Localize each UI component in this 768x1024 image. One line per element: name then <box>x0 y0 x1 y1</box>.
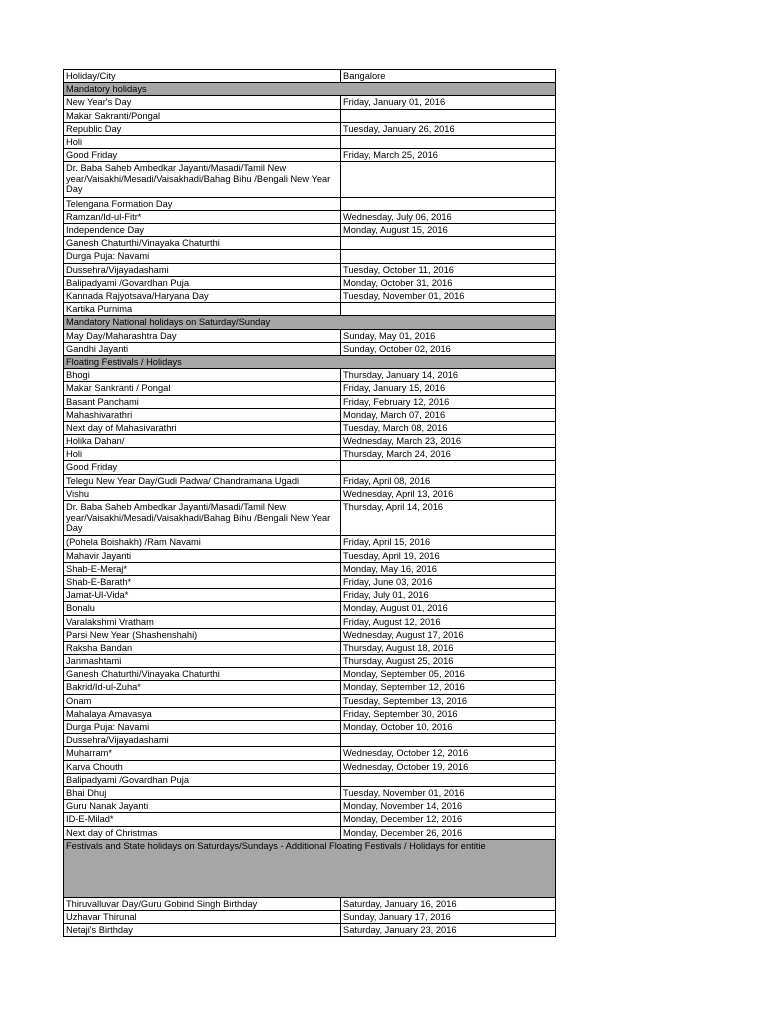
holiday-name-cell[interactable]: Mahashivarathri <box>64 408 341 421</box>
holiday-date-cell[interactable]: Sunday, May 01, 2016 <box>341 329 556 342</box>
holiday-date-cell[interactable]: Tuesday, September 13, 2016 <box>341 694 556 707</box>
holiday-name-cell[interactable]: Balipadyami /Govardhan Puja <box>64 276 341 289</box>
holiday-name-cell[interactable]: Durga Puja: Navami <box>64 721 341 734</box>
holiday-date-cell[interactable] <box>341 250 556 263</box>
holiday-name-cell[interactable]: Muharram* <box>64 747 341 760</box>
section-state-weekend[interactable]: Festivals and State holidays on Saturdays/Sundays - Additional Floating Festivals / Holidays for entitie <box>64 839 556 897</box>
holiday-date-cell[interactable]: Tuesday, November 01, 2016 <box>341 786 556 799</box>
holiday-name-cell[interactable]: Uzhavar Thirunal <box>64 910 341 923</box>
table-row <box>64 747 556 760</box>
table-row <box>64 162 556 197</box>
header-row <box>64 70 556 83</box>
table-row <box>64 826 556 839</box>
holiday-date-cell[interactable]: Tuesday, January 26, 2016 <box>341 122 556 135</box>
table-row <box>64 237 556 250</box>
holiday-name-cell[interactable]: Onam <box>64 694 341 707</box>
holiday-name-cell[interactable]: Jamat-Ul-Vida* <box>64 589 341 602</box>
holiday-date-cell[interactable]: Wednesday, March 23, 2016 <box>341 435 556 448</box>
holiday-name-cell[interactable]: Netaji's Birthday <box>64 924 341 937</box>
table-row <box>64 721 556 734</box>
holiday-name-cell[interactable]: Good Friday <box>64 461 341 474</box>
holiday-name-cell[interactable]: Kannada Rajyotsava/Haryana Day <box>64 290 341 303</box>
holiday-date-cell[interactable]: Wednesday, October 19, 2016 <box>341 760 556 773</box>
table-row <box>64 109 556 122</box>
table-row <box>64 96 556 109</box>
holiday-name-cell[interactable]: Mahavir Jayanti <box>64 549 341 562</box>
table-row <box>64 382 556 395</box>
table-row <box>64 897 556 910</box>
holiday-date-cell[interactable]: Sunday, January 17, 2016 <box>341 910 556 923</box>
holiday-name-cell[interactable]: Basant Panchami <box>64 395 341 408</box>
holiday-name-cell[interactable]: Vishu <box>64 487 341 500</box>
holiday-name-cell[interactable]: Kartika Purnima <box>64 303 341 316</box>
holiday-spreadsheet <box>63 69 553 937</box>
table-row <box>64 421 556 434</box>
table-row <box>64 694 556 707</box>
holiday-name-cell[interactable]: Telengana Formation Day <box>64 197 341 210</box>
holiday-date-cell[interactable]: Monday, September 12, 2016 <box>341 681 556 694</box>
table-row <box>64 501 556 536</box>
holiday-date-cell[interactable]: Saturday, January 23, 2016 <box>341 924 556 937</box>
table-row <box>64 290 556 303</box>
table-row <box>64 536 556 549</box>
holiday-name-cell[interactable]: Ramzan/Id-ul-Fitr* <box>64 210 341 223</box>
holiday-name-cell[interactable]: Telegu New Year Day/Gudi Padwa/ Chandramana Ugadi <box>64 474 341 487</box>
holiday-name-cell[interactable]: Raksha Bandan <box>64 641 341 654</box>
holiday-name-cell[interactable]: Good Friday <box>64 149 341 162</box>
table-row <box>64 707 556 720</box>
holiday-date-cell[interactable]: Sunday, October 02, 2016 <box>341 342 556 355</box>
holiday-name-cell[interactable]: Next day of Mahasivarathri <box>64 421 341 434</box>
table-row <box>64 773 556 786</box>
holiday-name-cell[interactable]: Ganesh Chaturthi/Vinayaka Chaturthi <box>64 668 341 681</box>
holiday-date-cell[interactable]: Friday, January 15, 2016 <box>341 382 556 395</box>
header-city-bangalore[interactable]: Bangalore <box>341 70 556 83</box>
table-row <box>64 342 556 355</box>
table-row <box>64 681 556 694</box>
table-row <box>64 197 556 210</box>
floating-holidays-body <box>64 369 556 840</box>
state-weekend-body <box>64 897 556 937</box>
holiday-name-cell[interactable]: Dr. Baba Saheb Ambedkar Jayanti/Masadi/Tamil New year/Vaisakhi/Mesadi/Vaisakhadi/Bahag Bihu /Bengali New Year Day <box>64 162 341 197</box>
table-row <box>64 224 556 237</box>
holiday-date-cell[interactable]: Tuesday, November 01, 2016 <box>341 290 556 303</box>
table-row <box>64 369 556 382</box>
section-row <box>64 839 556 897</box>
holiday-name-cell[interactable]: Karva Chouth <box>64 760 341 773</box>
holiday-name-cell[interactable]: Next day of Christmas <box>64 826 341 839</box>
holiday-name-cell[interactable]: Guru Nanak Jayanti <box>64 800 341 813</box>
table-row <box>64 329 556 342</box>
holiday-name-cell[interactable]: New Year's Day <box>64 96 341 109</box>
table-row <box>64 461 556 474</box>
table-row <box>64 734 556 747</box>
holiday-date-cell[interactable]: Friday, February 12, 2016 <box>341 395 556 408</box>
holiday-date-cell[interactable]: Friday, September 30, 2016 <box>341 707 556 720</box>
holiday-date-cell[interactable]: Friday, July 01, 2016 <box>341 589 556 602</box>
table-row <box>64 615 556 628</box>
holiday-date-cell[interactable]: Wednesday, April 13, 2016 <box>341 487 556 500</box>
holiday-name-cell[interactable]: Shab-E-Barath* <box>64 575 341 588</box>
holiday-date-cell[interactable] <box>341 197 556 210</box>
table-row <box>64 924 556 937</box>
holiday-name-cell[interactable]: ID-E-Milad* <box>64 813 341 826</box>
table-row <box>64 276 556 289</box>
holiday-name-cell[interactable]: Gandhi Jayanti <box>64 342 341 355</box>
table-row <box>64 303 556 316</box>
table-row <box>64 628 556 641</box>
table-row <box>64 655 556 668</box>
holiday-date-cell[interactable] <box>341 303 556 316</box>
holiday-name-cell[interactable]: Bakrid/Id-ul-Zuha* <box>64 681 341 694</box>
holiday-date-cell[interactable]: Monday, March 07, 2016 <box>341 408 556 421</box>
holiday-name-cell[interactable]: Dr. Baba Saheb Ambedkar Jayanti/Masadi/Tamil New year/Vaisakhi/Mesadi/Vaisakhadi/Bahag Bihu /Bengali New Year Day <box>64 501 341 536</box>
table-row <box>64 786 556 799</box>
table-row <box>64 474 556 487</box>
holiday-date-cell[interactable]: Tuesday, March 08, 2016 <box>341 421 556 434</box>
table-row <box>64 487 556 500</box>
holiday-date-cell[interactable]: Friday, April 08, 2016 <box>341 474 556 487</box>
table-row <box>64 122 556 135</box>
header-holiday-city[interactable]: Holiday/City <box>64 70 341 83</box>
section-row <box>64 355 556 368</box>
holiday-date-cell[interactable]: Thursday, March 24, 2016 <box>341 448 556 461</box>
holiday-name-cell[interactable]: Dussehra/Vijayadashami <box>64 734 341 747</box>
holiday-name-cell[interactable]: Holi <box>64 135 341 148</box>
holiday-name-cell[interactable]: Balipadyami /Govardhan Puja <box>64 773 341 786</box>
holiday-date-cell[interactable]: Monday, December 26, 2016 <box>341 826 556 839</box>
holiday-date-cell[interactable] <box>341 109 556 122</box>
holiday-name-cell[interactable]: Makar Sakranti/Pongal <box>64 109 341 122</box>
holiday-date-cell[interactable]: Friday, March 25, 2016 <box>341 149 556 162</box>
holiday-date-cell[interactable] <box>341 237 556 250</box>
table-row <box>64 910 556 923</box>
holiday-name-cell[interactable]: May Day/Maharashtra Day <box>64 329 341 342</box>
holiday-date-cell[interactable]: Thursday, April 14, 2016 <box>341 501 556 536</box>
table-row <box>64 813 556 826</box>
holiday-name-cell[interactable]: Holika Dahan/ <box>64 435 341 448</box>
holiday-date-cell[interactable]: Thursday, January 14, 2016 <box>341 369 556 382</box>
holiday-date-cell[interactable]: Tuesday, October 11, 2016 <box>341 263 556 276</box>
holiday-name-cell[interactable]: Shab-E-Meraj* <box>64 562 341 575</box>
holiday-name-cell[interactable]: Janmashtami <box>64 655 341 668</box>
section-floating-festivals[interactable]: Floating Festivals / Holidays <box>64 355 556 368</box>
holiday-date-cell[interactable]: Monday, August 15, 2016 <box>341 224 556 237</box>
holiday-date-cell[interactable]: Thursday, August 18, 2016 <box>341 641 556 654</box>
mandatory-holidays-body <box>64 96 556 316</box>
holiday-date-cell[interactable]: Monday, May 16, 2016 <box>341 562 556 575</box>
holiday-date-cell[interactable]: Monday, August 01, 2016 <box>341 602 556 615</box>
table-row <box>64 589 556 602</box>
holiday-name-cell[interactable]: Ganesh Chaturthi/Vinayaka Chaturthi <box>64 237 341 250</box>
holiday-date-cell[interactable] <box>341 162 556 197</box>
table-row <box>64 602 556 615</box>
holiday-date-cell[interactable]: Tuesday, April 19, 2016 <box>341 549 556 562</box>
holiday-date-cell[interactable]: Friday, April 15, 2016 <box>341 536 556 549</box>
table-row <box>64 760 556 773</box>
table-row <box>64 408 556 421</box>
holiday-name-cell[interactable]: Bhai Dhuj <box>64 786 341 799</box>
table-row <box>64 549 556 562</box>
holiday-date-cell[interactable]: Thursday, August 25, 2016 <box>341 655 556 668</box>
holiday-name-cell[interactable]: Thiruvalluvar Day/Guru Gobind Singh Birthday <box>64 897 341 910</box>
holiday-date-cell[interactable] <box>341 734 556 747</box>
mandatory-weekend-body <box>64 329 556 355</box>
holiday-date-cell[interactable]: Saturday, January 16, 2016 <box>341 897 556 910</box>
holiday-name-cell[interactable]: Dussehra/Vijayadashami <box>64 263 341 276</box>
section-mandatory-weekend[interactable]: Mandatory National holidays on Saturday/Sunday <box>64 316 556 329</box>
holiday-date-cell[interactable]: Monday, October 31, 2016 <box>341 276 556 289</box>
section-row <box>64 316 556 329</box>
holiday-name-cell[interactable]: Bhogi <box>64 369 341 382</box>
table-row <box>64 210 556 223</box>
table-row <box>64 263 556 276</box>
holiday-date-cell[interactable]: Monday, September 05, 2016 <box>341 668 556 681</box>
holiday-name-cell[interactable]: Makar Sankranti / Pongal <box>64 382 341 395</box>
holiday-date-cell[interactable]: Monday, November 14, 2016 <box>341 800 556 813</box>
holiday-name-cell[interactable]: (Pohela Boishakh) /Ram Navami <box>64 536 341 549</box>
table-row <box>64 562 556 575</box>
holiday-date-cell[interactable]: Wednesday, July 06, 2016 <box>341 210 556 223</box>
holiday-name-cell[interactable]: Varalakshmi Vratham <box>64 615 341 628</box>
table-row <box>64 800 556 813</box>
section-row <box>64 83 556 96</box>
holiday-date-cell[interactable] <box>341 773 556 786</box>
holiday-date-cell[interactable]: Friday, June 03, 2016 <box>341 575 556 588</box>
holiday-date-cell[interactable] <box>341 135 556 148</box>
holiday-name-cell[interactable]: Holi <box>64 448 341 461</box>
section-mandatory-holidays[interactable]: Mandatory holidays <box>64 83 556 96</box>
holiday-table <box>63 69 556 937</box>
holiday-name-cell[interactable]: Republic Day <box>64 122 341 135</box>
holiday-name-cell[interactable]: Bonalu <box>64 602 341 615</box>
holiday-date-cell[interactable]: Friday, August 12, 2016 <box>341 615 556 628</box>
holiday-name-cell[interactable]: Independence Day <box>64 224 341 237</box>
holiday-name-cell[interactable]: Durga Puja: Navami <box>64 250 341 263</box>
table-row <box>64 641 556 654</box>
table-row <box>64 395 556 408</box>
holiday-date-cell[interactable]: Wednesday, October 12, 2016 <box>341 747 556 760</box>
holiday-name-cell[interactable]: Mahalaya Amavasya <box>64 707 341 720</box>
table-row <box>64 149 556 162</box>
table-row <box>64 250 556 263</box>
holiday-date-cell[interactable]: Friday, January 01, 2016 <box>341 96 556 109</box>
table-row <box>64 135 556 148</box>
holiday-date-cell[interactable]: Monday, December 12, 2016 <box>341 813 556 826</box>
holiday-date-cell[interactable]: Monday, October 10, 2016 <box>341 721 556 734</box>
table-row <box>64 668 556 681</box>
table-row <box>64 575 556 588</box>
table-row <box>64 435 556 448</box>
holiday-date-cell[interactable] <box>341 461 556 474</box>
holiday-name-cell[interactable]: Parsi New Year (Shashenshahi) <box>64 628 341 641</box>
table-row <box>64 448 556 461</box>
holiday-date-cell[interactable]: Wednesday, August 17, 2016 <box>341 628 556 641</box>
